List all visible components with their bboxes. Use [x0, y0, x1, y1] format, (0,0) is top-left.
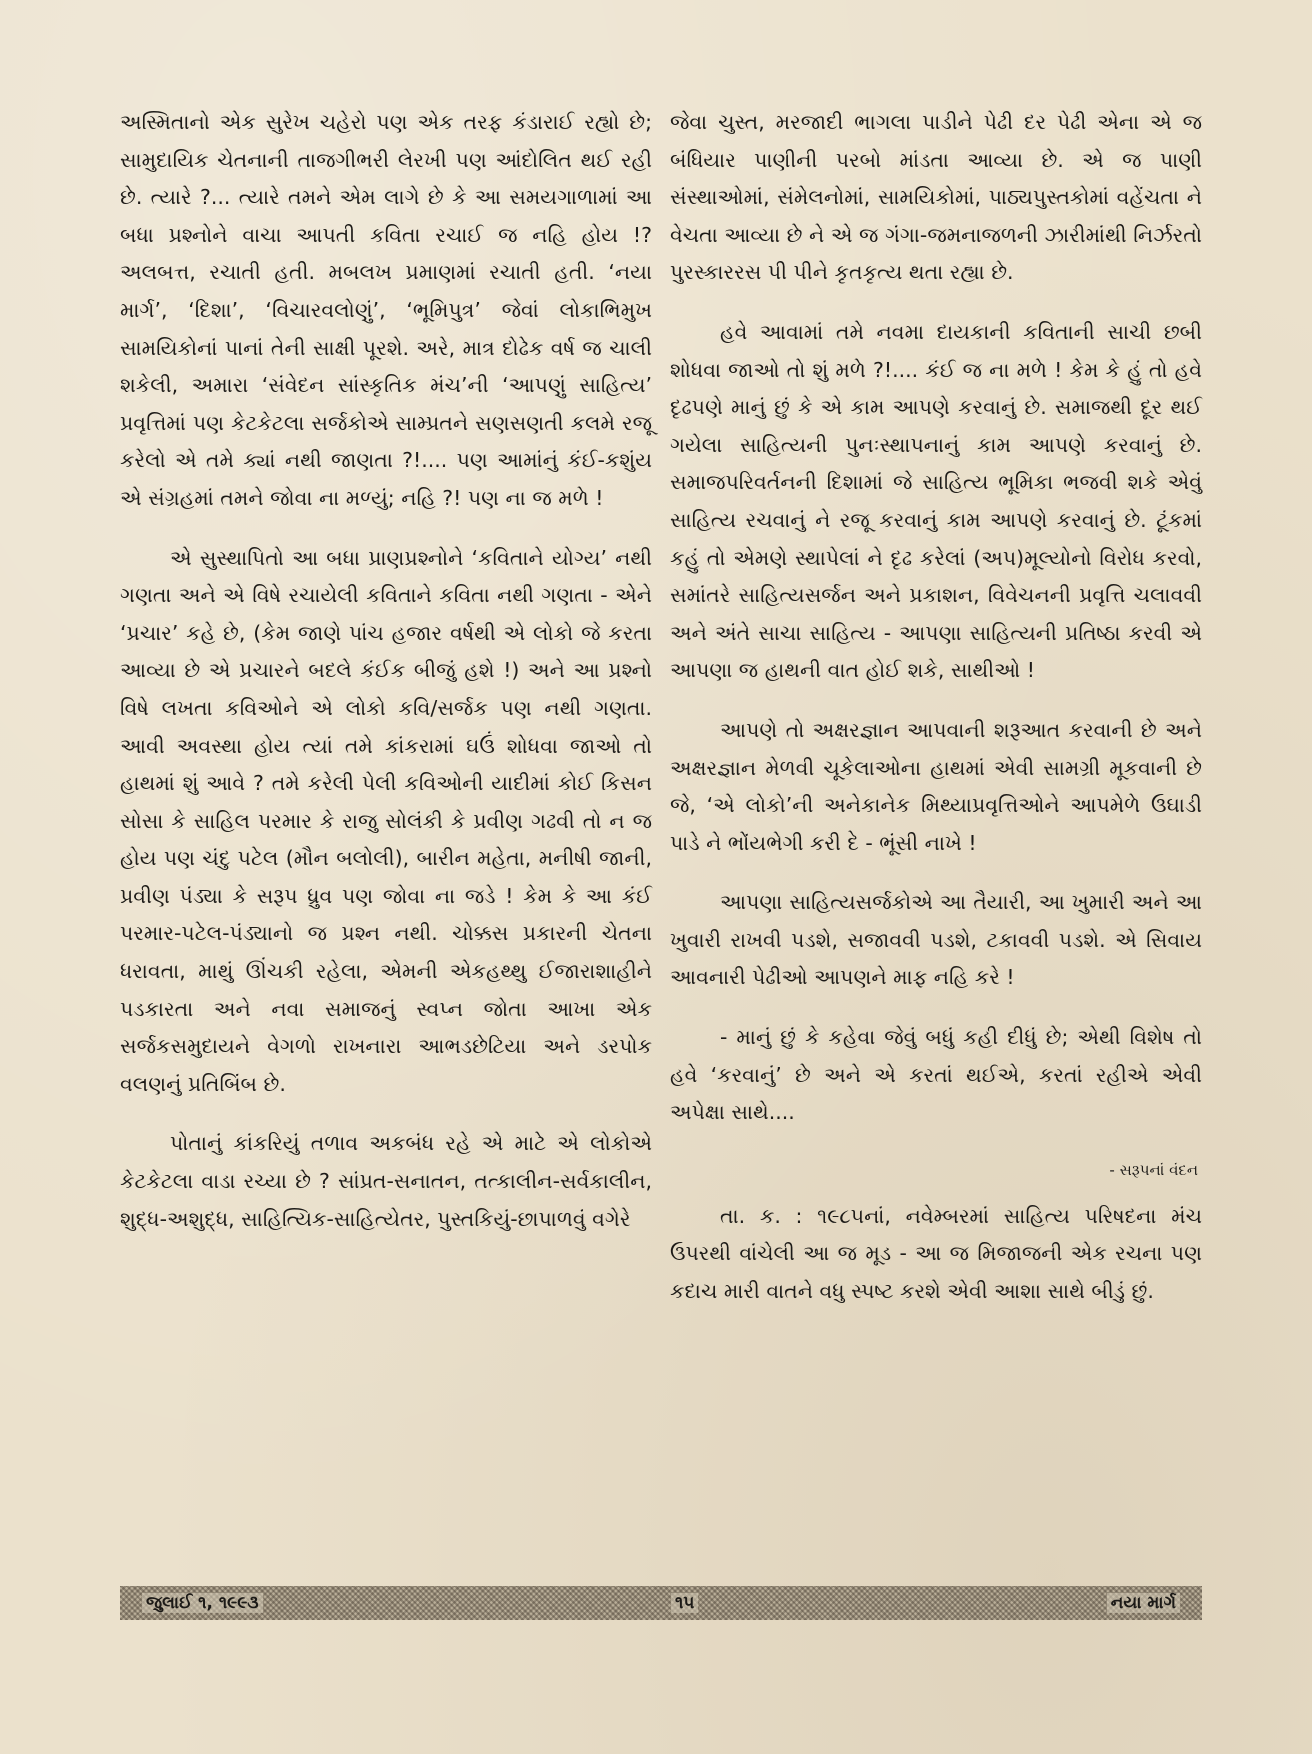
left-column: [120, 104, 652, 1238]
paragraph: આપણે તો અક્ષરજ્ઞાન આપવાની શરૂઆત કરવાની છે અને અક્ષરજ્ઞાન મેળવી ચૂકેલાઓના હાથમાં એવી સામગ્રી મૂકવાની છે જે, ‘એ લોકો’ની અનેકાનેક મિથ્યાપ્રવૃત્તિઓને આપમેળે ઉઘાડી પાડે ને ભોંયભેગી કરી દે - ભૂંસી નાખે !: [670, 717, 1202, 855]
page-number: ૧૫: [671, 1593, 699, 1613]
footer-date: જુલાઈ ૧, ૧૯૯૩: [142, 1593, 263, 1613]
paragraph: - માનું છું કે કહેવા જેવું બધું કહી દીધું છે; એથી વિશેષ તો હવે ‘કરવાનું’ છે અને એ કરતાં થઈએ, કરતાં રહીએ એવી અપેક્ષા સાથે....: [670, 1025, 1202, 1125]
paragraph: હવે આવામાં તમે નવમા દાયકાની કવિતાની સાચી છબી શોધવા જાઓ તો શું મળે ?!.... કંઈ જ ના મળે ! કેમ કે હું તો હવે દૃઢપણે માનું છું કે એ કામ આપણે કરવાનું છે. સમાજથી દૂર થઈ ગયેલા સાહિત્યની પુનઃસ્થાપનાનું કામ આપણે કરવાનું છે. સમાજપરિવર્તનની દિશામાં જે સાહિત્ય ભૂમિકા ભજવી શકે એવું સાહિત્ય રચવાનું ને રજૂ કરવાનું કામ આપણે કરવાનું છે. ટૂંકમાં કહું તો એમણે સ્થાપેલાં ને દૃઢ કરેલાં (અપ)મૂલ્યોનો વિરોધ કરવો, સમાંતરે સાહિત્યસર્જન અને પ્રકાશન, વિવેચનની પ્રવૃત્તિ ચલાવવી અને અંતે સાચા સાહિત્ય - આપણા સાહિત્યની પ્રતિષ્ઠા કરવી એ આપણા જ હાથની વાત હોઈ શકે, સાથીઓ !: [670, 319, 1202, 683]
magazine-name: નયા માર્ગ: [1107, 1593, 1180, 1613]
right-column: [670, 104, 1202, 1311]
postscript: તા. ક. : ૧૯૮૫નાં, નવેમ્બરમાં સાહિત્ય પરિષદના મંચ ઉપરથી વાંચેલી આ જ મૂડ - આ જ મિજાજની એક રચના પણ કદાચ મારી વાતને વધુ સ્પષ્ટ કરશે એવી આશા સાથે બીડું છું.: [670, 1203, 1202, 1304]
page-footer: [120, 1586, 1202, 1620]
paragraph: જેવા ચુસ્ત, મરજાદી ભાગલા પાડીને પેઢી દર પેઢી એના એ જ બંધિયાર પાણીની પરબો માંડતા આવ્યા છે. એ જ પાણી સંસ્થાઓમાં, સંમેલનોમાં, સામયિકોમાં, પાઠ્યપુસ્તકોમાં વહેંચતા ને વેચતા આવ્યા છે ને એ જ ગંગા-જમનાજળની ઝારીમાંથી નિર્ઝરતો પુરસ્કારરસ પી પીને કૃતકૃત્ય થતા રહ્યા છે.: [670, 110, 1202, 285]
paragraph: એ સુસ્થાપિતો આ બધા પ્રાણપ્રશ્નોને ‘કવિતાને યોગ્ય’ નથી ગણતા અને એ વિષે રચાયેલી કવિતાને કવિતા નથી ગણતા - એને ‘પ્રચાર’ કહે છે, (કેમ જાણે પાંચ હજાર વર્ષથી એ લોકો જે કરતા આવ્યા છે એ પ્રચારને બદલે કંઈક બીજું હશે !) અને આ પ્રશ્નો વિષે લખતા કવિઓને એ લોકો કવિ/સર્જક પણ નથી ગણતા. આવી અવસ્થા હોય ત્યાં તમે કાંકરામાં ઘઉં શોધવા જાઓ તો હાથમાં શું આવે ? તમે કરેલી પેલી કવિઓની યાદીમાં કોઈ કિસન સોસા કે સાહિલ પરમાર કે રાજુ સોલંકી કે પ્રવીણ ગઢવી તો ન જ હોય પણ ચંદુ પટેલ (મૌન બલોલી), બારીન મહેતા, મનીષી જાની, પ્રવીણ પંડ્યા કે સરૂપ ધ્રુવ પણ જોવા ના જડે ! કેમ કે આ કંઈ પરમાર-પટેલ-પંડ્યાનો જ પ્રશ્ન નથી. ચોક્કસ પ્રકારની ચેતના ધરાવતા, માથું ઊંચકી રહેલા, એમની એકહથ્થુ ઈજારાશાહીને પડકારતા અને નવા સમાજનું સ્વપ્ન જોતા આખા એક સર્જકસમુદાયને વેગળો રાખનારા આભડછેટિયા અને ડરપોક વલણનું પ્રતિબિંબ છે.: [120, 545, 652, 1096]
paragraph: અસ્મિતાનો એક સુરેખ ચહેરો પણ એક તરફ કંડારાઈ રહ્યો છે; સામુદાયિક ચેતનાની તાજગીભરી લેરખી પણ આંદોલિત થઈ રહી છે. ત્યારે ?... ત્યારે તમને એમ લાગે છે કે આ સમયગાળામાં આ બધા પ્રશ્નોને વાચા આપતી કવિતા રચાઈ જ નહિ હોય !? અલબત્ત, રચાતી હતી. મબલખ પ્રમાણમાં રચાતી હતી. ‘નયા માર્ગ’, ‘દિશા’, ‘વિચારવલોણું’, ‘ભૂમિપુત્ર’ જેવાં લોકાભિમુખ સામયિકોનાં પાનાં તેની સાક્ષી પૂરશે. અરે, માત્ર દોઢેક વર્ષ જ ચાલી શકેલી, અમારા ‘સંવેદન સાંસ્કૃતિક મંચ’ની ‘આપણું સાહિત્ય’ પ્રવૃત્તિમાં પણ કેટકેટલા સર્જકોએ સામ્પ્રતને સણસણતી કલમે રજૂ કરેલો એ તમે ક્યાં નથી જાણતા ?!.... પણ આમાંનું કંઈ-કશુંય એ સંગ્રહમાં તમને જોવા ના મળ્યું; નહિ ?! પણ ના જ મળે !: [120, 110, 652, 510]
signature: - સરૂપનાં વંદન: [1109, 1160, 1198, 1179]
paragraph: આપણા સાહિત્યસર્જકોએ આ તૈયારી, આ ખુમારી અને આ ખુવારી રાખવી પડશે, સજાવવી પડશે, ટકાવવી પડશે. એ સિવાય આવનારી પેઢીઓ આપણને માફ નહિ કરે !: [670, 890, 1202, 990]
paragraph: પોતાનું કાંકરિયું તળાવ અકબંધ રહે એ માટે એ લોકોએ કેટકેટલા વાડા રચ્યા છે ? સાંપ્રત-સનાતન, તત્કાલીન-સર્વકાલીન, શુદ્ધ-અશુદ્ધ, સાહિત્યિક-સાહિત્યેતર, પુસ્તકિયું-છાપાળવું વગેરે: [120, 1131, 652, 1231]
